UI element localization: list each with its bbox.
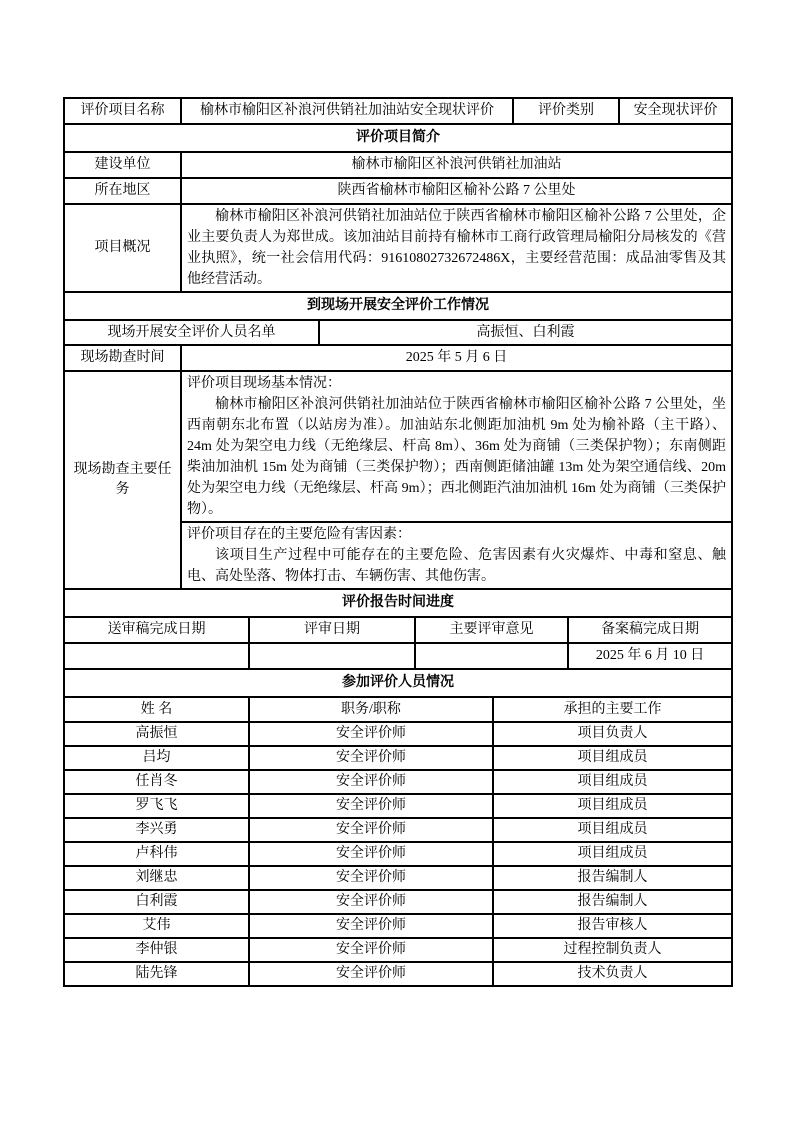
- schedule-section-title: 评价报告时间进度: [64, 589, 732, 617]
- schedule-value-review-date: [249, 643, 415, 669]
- personnel-work: 过程控制负责人: [493, 938, 732, 962]
- task-hazard-cell: [181, 522, 732, 589]
- personnel-row: [64, 770, 732, 794]
- task-basic-heading: 评价项目现场基本情况：: [187, 376, 341, 391]
- survey-time-value: 2025 年 5 月 6 日: [181, 345, 732, 371]
- personnel-work: 项目组成员: [493, 746, 732, 770]
- personnel-name: 艾伟: [64, 914, 249, 938]
- personnel-work: 报告编制人: [493, 866, 732, 890]
- project-name-value: 榆林市榆阳区补浪河供销社加油站安全现状评价: [181, 98, 513, 124]
- personnel-title: 安全评价师: [249, 794, 493, 818]
- project-name-label: 评价项目名称: [64, 98, 181, 124]
- personnel-name: 任肖冬: [64, 770, 249, 794]
- personnel-name: 卢科伟: [64, 842, 249, 866]
- personnel-row: [64, 794, 732, 818]
- evaluation-form-table: [63, 97, 733, 987]
- personnel-row: [64, 938, 732, 962]
- schedule-header-draft-date: 送审稿完成日期: [64, 617, 249, 643]
- staff-list-value: 高振恒、白利霞: [319, 320, 732, 345]
- personnel-title: 安全评价师: [249, 866, 493, 890]
- personnel-row: [64, 818, 732, 842]
- schedule-header-record-date: 备案稿完成日期: [568, 617, 732, 643]
- schedule-value-record-date: 2025 年 6 月 10 日: [568, 643, 732, 669]
- personnel-header-name: 姓 名: [64, 697, 249, 722]
- survey-time-label: 现场勘查时间: [64, 345, 181, 371]
- schedule-title-row: [64, 589, 732, 617]
- category-label: 评价类别: [513, 98, 619, 124]
- task-hazard-body: 该项目生产过程中可能存在的主要危险、危害因素有火灾爆炸、中毒和窒息、触电、高处坠落、物体打击、车辆伤害、其他伤害。: [187, 548, 727, 584]
- overview-row: [64, 204, 732, 292]
- personnel-row: [64, 890, 732, 914]
- personnel-title: 安全评价师: [249, 914, 493, 938]
- personnel-title: 安全评价师: [249, 722, 493, 746]
- personnel-header-work: 承担的主要工作: [493, 697, 732, 722]
- header-row: [64, 98, 732, 124]
- overview-paragraph: 榆林市榆阳区补浪河供销社加油站位于陕西省榆林市榆阳区榆补公路 7 公里处，企业主要负责人为郑世成。该加油站目前持有榆林市工商行政管理局榆阳分局核发的《营业执照》，统一社会信用代码：91610802732672486X，主要经营范围：成品油零售及其他经营活动。: [187, 209, 727, 287]
- personnel-name: 李兴勇: [64, 818, 249, 842]
- schedule-value-draft-date: [64, 643, 249, 669]
- location-value: 陕西省榆林市榆阳区榆补公路 7 公里处: [181, 178, 732, 204]
- personnel-work: 项目组成员: [493, 818, 732, 842]
- schedule-value-row: [64, 643, 732, 669]
- personnel-title: 安全评价师: [249, 890, 493, 914]
- task-hazard-heading: 评价项目存在的主要危险有害因素：: [187, 527, 411, 542]
- personnel-title: 安全评价师: [249, 938, 493, 962]
- personnel-title: 安全评价师: [249, 962, 493, 986]
- personnel-name: 罗飞飞: [64, 794, 249, 818]
- construction-unit-value: 榆林市榆阳区补浪河供销社加油站: [181, 152, 732, 178]
- personnel-title: 安全评价师: [249, 746, 493, 770]
- location-row: [64, 178, 732, 204]
- personnel-row: [64, 962, 732, 986]
- construction-unit-row: [64, 152, 732, 178]
- site-title-row: [64, 292, 732, 320]
- schedule-value-review-opinion: [415, 643, 568, 669]
- personnel-work: 项目组成员: [493, 794, 732, 818]
- personnel-header-row: [64, 697, 732, 722]
- personnel-name: 陆先锋: [64, 962, 249, 986]
- personnel-row: [64, 746, 732, 770]
- overview-label: 项目概况: [64, 204, 181, 292]
- survey-task-label: 现场勘查主要任务: [64, 371, 181, 589]
- location-label: 所在地区: [64, 178, 181, 204]
- personnel-work: 报告编制人: [493, 890, 732, 914]
- survey-time-row: [64, 345, 732, 371]
- schedule-header-review-date: 评审日期: [249, 617, 415, 643]
- personnel-row: [64, 722, 732, 746]
- personnel-work: 报告审核人: [493, 914, 732, 938]
- personnel-work: 技术负责人: [493, 962, 732, 986]
- personnel-work: 项目组成员: [493, 842, 732, 866]
- personnel-header-title: 职务/职称: [249, 697, 493, 722]
- personnel-name: 吕均: [64, 746, 249, 770]
- personnel-name: 刘继忠: [64, 866, 249, 890]
- personnel-row: [64, 842, 732, 866]
- site-section-title: 到现场开展安全评价工作情况: [64, 292, 732, 320]
- schedule-header-review-opinion: 主要评审意见: [415, 617, 568, 643]
- survey-task-basic-row: [64, 371, 732, 522]
- personnel-name: 李仲银: [64, 938, 249, 962]
- intro-title-row: [64, 124, 732, 152]
- task-basic-body: 榆林市榆阳区补浪河供销社加油站位于陕西省榆林市榆阳区榆补公路 7 公里处，坐西南朝东北布置（以站房为准）。加油站东北侧距加油机 9m 处为榆补路（主干路）、24m 处为架空电力线（无绝缘层、杆高 8m）、36m 处为商铺（三类保护物）；东南侧距柴油加油机 15m 处为商铺（三类保护物）；西南侧距储油罐 13m 处为架空通信线、20m 处为架空电力线（无绝缘层、杆高 9m）；西北侧距汽油加油机 16m 处为商铺（三类保护物）。: [187, 397, 727, 517]
- personnel-title: 安全评价师: [249, 842, 493, 866]
- intro-section-title: 评价项目简介: [64, 124, 732, 152]
- category-value: 安全现状评价: [619, 98, 732, 124]
- personnel-name: 高振恒: [64, 722, 249, 746]
- personnel-title-row: [64, 669, 732, 697]
- overview-value: [181, 204, 732, 292]
- personnel-row: [64, 914, 732, 938]
- personnel-name: 白利霞: [64, 890, 249, 914]
- staff-list-label: 现场开展安全评价人员名单: [64, 320, 319, 345]
- personnel-title: 安全评价师: [249, 770, 493, 794]
- staff-row: [64, 320, 732, 345]
- task-basic-cell: [181, 371, 732, 522]
- personnel-work: 项目组成员: [493, 770, 732, 794]
- personnel-row: [64, 866, 732, 890]
- schedule-header-row: [64, 617, 732, 643]
- construction-unit-label: 建设单位: [64, 152, 181, 178]
- personnel-section-title: 参加评价人员情况: [64, 669, 732, 697]
- personnel-work: 项目负责人: [493, 722, 732, 746]
- personnel-title: 安全评价师: [249, 818, 493, 842]
